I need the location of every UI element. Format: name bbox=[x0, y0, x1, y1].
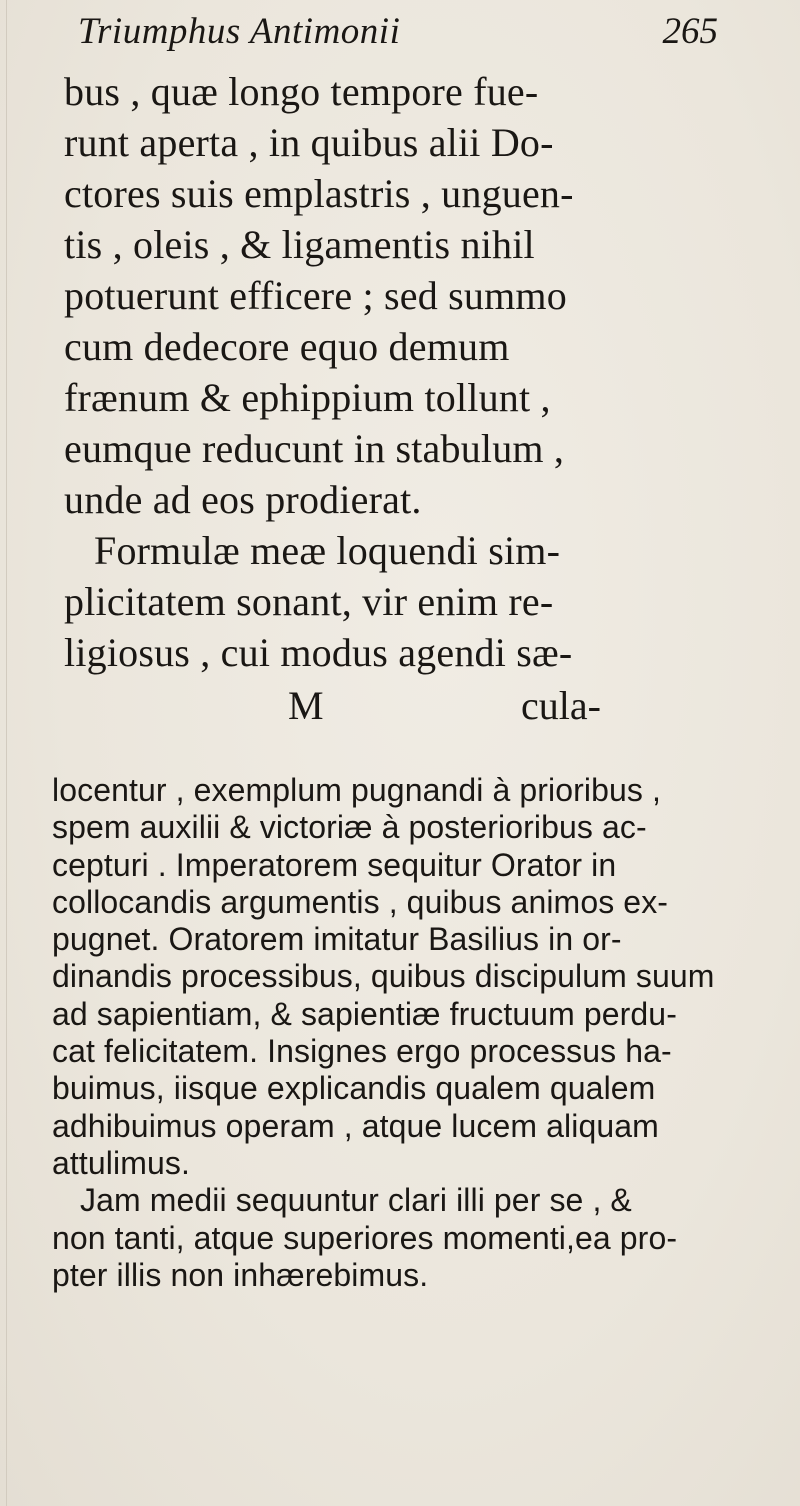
catchword: cula- bbox=[521, 683, 601, 728]
text-line: bus , quæ longo tempore fue- bbox=[64, 69, 539, 114]
text-line: pugnet. Oratorem imitatur Basilius in or- bbox=[52, 921, 622, 958]
gutter-edge bbox=[6, 0, 7, 1506]
text-line: spem auxilii & victoriæ à posterioribus ac- bbox=[52, 809, 647, 846]
page-number: 265 bbox=[662, 11, 718, 52]
text-line: locentur , exemplum pugnandi à prioribus , bbox=[52, 772, 661, 808]
signature-mark: M bbox=[288, 683, 324, 728]
text-line: cum dedecore equo demum bbox=[64, 324, 510, 369]
text-line: eumque reducunt in stabulum , bbox=[64, 426, 565, 471]
text-line: attulimus. bbox=[52, 1144, 190, 1181]
text-line: Formulæ meæ loquendi sim- bbox=[94, 528, 561, 573]
text-line: collocandis argumentis , quibus animos ex- bbox=[52, 883, 669, 920]
text-line: dinandis processibus, quibus discipulum suum bbox=[52, 958, 715, 995]
text-line: frænum & ephippium tollunt , bbox=[64, 375, 551, 420]
text-line: Jam medii sequuntur clari illi per se , & bbox=[80, 1182, 632, 1219]
text-line: ctores suis emplastris , unguen- bbox=[64, 171, 574, 216]
text-line: potuerunt efficere ; sed summo bbox=[64, 273, 567, 318]
page-header bbox=[78, 10, 718, 66]
page-footer-marks bbox=[64, 680, 624, 731]
text-line: ad sapientiam, & sapientiæ fructuum perdu- bbox=[52, 995, 677, 1032]
text-line: runt aperta , in quibus alii Do- bbox=[64, 120, 554, 165]
text-line: pter illis non inhærebimus. bbox=[52, 1256, 429, 1293]
text-line: cepturi . Imperatorem sequitur Orator in bbox=[52, 846, 617, 883]
text-line: buimus, iisque explicandis qualem qualem bbox=[52, 1070, 656, 1107]
text-line: cat felicitatem. Insignes ergo processus ha- bbox=[52, 1033, 672, 1070]
lower-text-block bbox=[52, 772, 792, 1294]
running-title: Triumphus Antimonii bbox=[78, 11, 401, 52]
text-line: adhibuimus operam , atque lucem aliquam bbox=[52, 1107, 659, 1144]
text-line: tis , oleis , & ligamentis nihil bbox=[64, 222, 535, 267]
text-line: ligiosus , cui modus agendi sæ- bbox=[64, 630, 573, 675]
text-line: unde ad eos prodierat. bbox=[64, 477, 422, 522]
upper-text-block bbox=[64, 66, 624, 678]
text-line: plicitatem sonant, vir enim re- bbox=[64, 579, 554, 624]
text-line: non tanti, atque superiores momenti,ea pro- bbox=[52, 1219, 678, 1256]
